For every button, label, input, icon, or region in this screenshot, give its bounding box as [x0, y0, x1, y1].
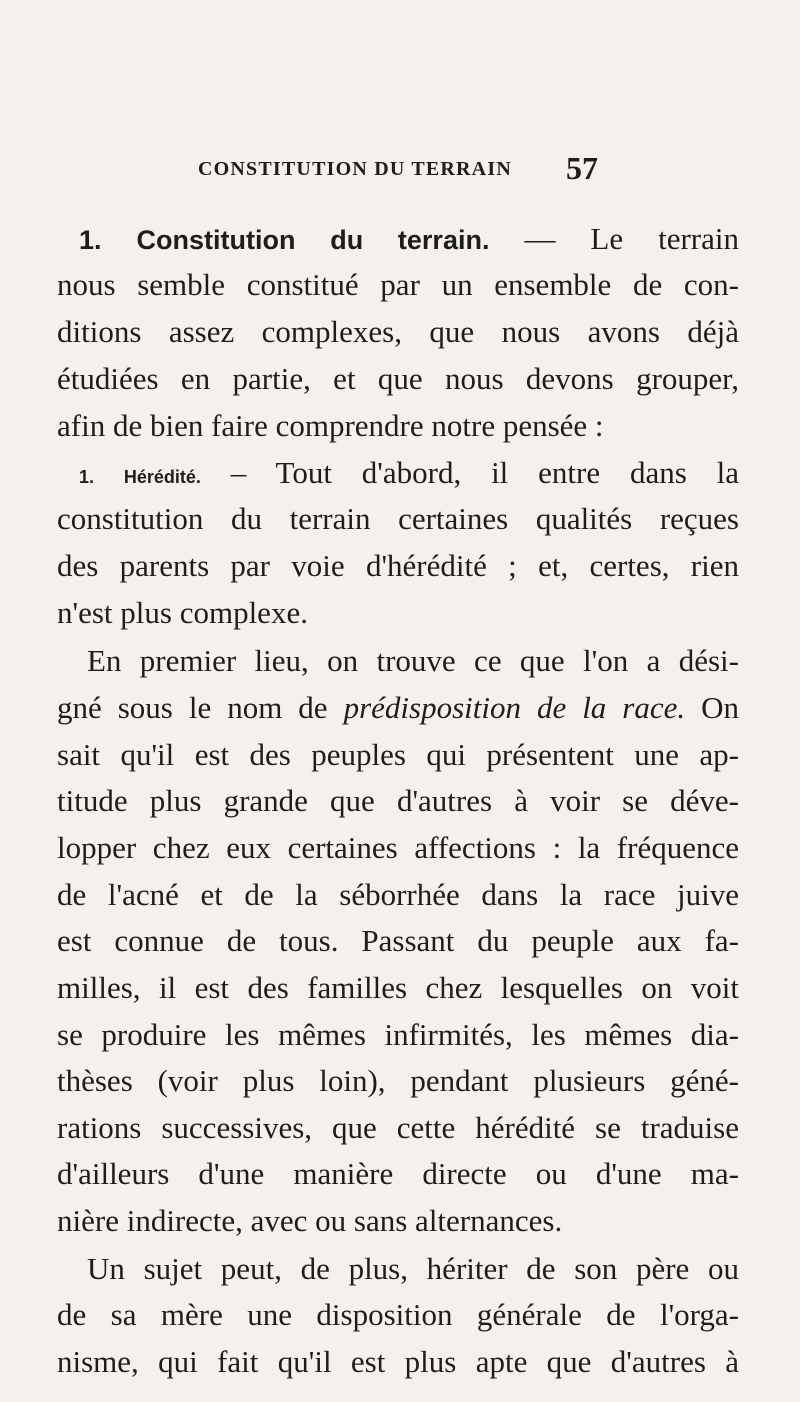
text-line: titude plus grande que d'autres à voir se déve- [57, 783, 739, 818]
text-line: sait qu'il est des peuples qui présentent une ap- [57, 737, 739, 772]
text-line: milles, il est des familles chez lesquelles on voit [57, 970, 739, 1005]
section-title: Constitution du terrain. [136, 225, 490, 255]
text-line: rations successives, que cette hérédité se traduise [57, 1110, 739, 1145]
text-line-with-italic [57, 689, 739, 727]
text-line: ditions assez complexes, que nous avons déjà [57, 314, 739, 349]
text-line: est connue de tous. Passant du peuple aux fa- [57, 923, 739, 958]
text-line: nisme, qui fait qu'il est plus apte que d'autres à [57, 1344, 739, 1379]
text-line: n'est plus complexe. [57, 595, 308, 630]
text-line: d'ailleurs d'une manière directe ou d'une ma- [57, 1156, 739, 1191]
text-fragment: — Le terrain [489, 221, 740, 256]
section-heading-line [79, 220, 739, 259]
text-line: nous semble constitué par un ensemble de con- [57, 267, 739, 302]
text-line: Un sujet peut, de plus, hériter de son père ou [87, 1251, 739, 1286]
text-fragment: gné sous le nom de [57, 690, 344, 725]
text-line: de l'acné et de la séborrhée dans la race juive [57, 877, 739, 912]
text-line: afin de bien faire comprendre notre pensée : [57, 408, 604, 443]
subsection-heading-line [79, 454, 739, 496]
italic-term: prédisposition de la race. [343, 690, 686, 725]
text-line: En premier lieu, on trouve ce que l'on a dési- [87, 643, 739, 678]
text-line: constitution du terrain certaines qualités reçues [57, 501, 739, 536]
text-line: nière indirecte, avec ou sans alternances. [57, 1203, 563, 1238]
text-line: étudiées en partie, et que nous devons grouper, [57, 361, 739, 396]
running-head [198, 150, 598, 190]
text-line: lopper chez eux certaines affections : la fréquence [57, 830, 739, 865]
page-number: 57 [566, 150, 598, 186]
text-fragment: On [685, 690, 739, 725]
section-number: 1. [79, 225, 102, 255]
text-fragment: – Tout d'abord, il entre dans la [200, 455, 739, 490]
subsection-title: Hérédité. [123, 467, 201, 487]
text-line: des parents par voie d'hérédité ; et, certes, rien [57, 548, 739, 583]
text-line: se produire les mêmes infirmités, les mêmes dia- [57, 1017, 739, 1052]
text-line: thèses (voir plus loin), pendant plusieurs géné- [57, 1063, 739, 1098]
running-title: CONSTITUTION DU TERRAIN [198, 158, 512, 180]
subsection-number: 1. [79, 467, 95, 487]
text-line: de sa mère une disposition générale de l'orga- [57, 1297, 739, 1332]
